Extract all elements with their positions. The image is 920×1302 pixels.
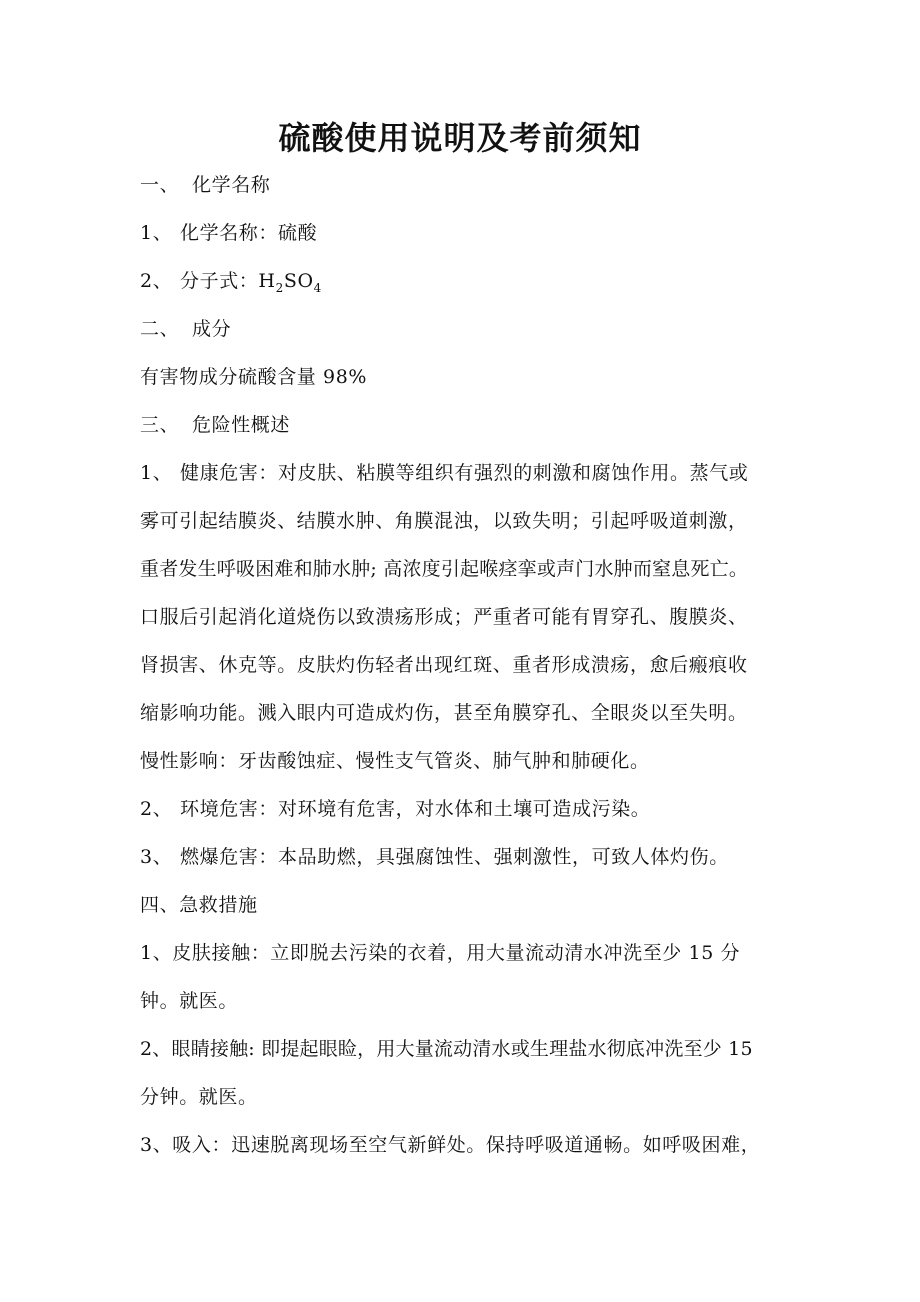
item-number: 3、 <box>140 846 173 868</box>
section-4-item-2-line-1: 2、眼睛接触: 即提起眼睑，用大量流动清水或生理盐水彻底冲洗至少 15 <box>140 1038 753 1060</box>
section-2-content: 有害物成分硫酸含量 98% <box>140 366 368 388</box>
item-number: 1、 <box>140 462 173 484</box>
formula-prefix: 分子式：H <box>180 270 276 292</box>
formula-middle: SO <box>283 270 314 292</box>
section-3-item-1-line-1 <box>140 460 800 486</box>
section-number: 三、 <box>140 414 180 436</box>
document-title: 硫酸使用说明及考前须知 <box>278 119 642 157</box>
section-1-item-2 <box>140 268 800 294</box>
section-3-item-2 <box>140 796 800 822</box>
item-text: 环境危害：对环境有危害，对水体和土壤可造成污染。 <box>180 798 651 820</box>
section-3-heading <box>140 412 800 438</box>
paragraph-line: 缩影响功能。溅入眼内可造成灼伤，甚至角膜穿孔、全眼炎以至失明。 <box>140 702 748 724</box>
item-number: 2、 <box>140 270 173 292</box>
section-title: 化学名称 <box>192 174 271 196</box>
paragraph-line: 肾损害、休克等。皮肤灼伤轻者出现红斑、重者形成溃疡，愈后瘢痕收 <box>140 654 748 676</box>
formula-subscript-2: 2 <box>275 280 284 295</box>
paragraph-line: 健康危害：对皮肤、粘膜等组织有强烈的刺激和腐蚀作用。蒸气或 <box>180 462 749 484</box>
section-4-item-1-line-1: 1、皮肤接触：立即脱去污染的衣着，用大量流动清水冲洗至少 15 分 <box>140 942 741 964</box>
paragraph-line: 口服后引起消化道烧伤以致溃疡形成；严重者可能有胃穿孔、腹膜炎、 <box>140 606 748 628</box>
formula-subscript-4: 4 <box>313 280 322 295</box>
item-number: 1、 <box>140 222 173 244</box>
section-1-item-1 <box>140 220 800 246</box>
paragraph-line: 慢性影响：牙齿酸蚀症、慢性支气管炎、肺气肿和肺硬化。 <box>140 750 650 772</box>
section-number: 二、 <box>140 318 180 340</box>
paragraph-line: 重者发生呼吸困难和肺水肿; 高浓度引起喉痉挛或声门水肿而窒息死亡。 <box>140 558 749 580</box>
section-title: 危险性概述 <box>192 414 291 436</box>
item-number: 2、 <box>140 798 173 820</box>
section-title: 成分 <box>192 318 232 340</box>
section-number: 一、 <box>140 174 180 196</box>
section-4-item-1-line-2: 钟。就医。 <box>140 990 239 1012</box>
section-4-item-2-line-2: 分钟。就医。 <box>140 1086 258 1108</box>
section-4-item-3-line-1: 3、吸入：迅速脱离现场至空气新鲜处。保持呼吸道通畅。如呼吸困难， <box>140 1134 761 1156</box>
item-text: 燃爆危害：本品助燃，具强腐蚀性、强刺激性，可致人体灼伤。 <box>180 846 729 868</box>
section-1-heading <box>140 172 800 198</box>
paragraph-line: 雾可引起结膜炎、结膜水肿、角膜混浊，以致失明；引起呼吸道刺激， <box>140 510 748 532</box>
section-4-heading: 四、急救措施 <box>140 894 258 916</box>
section-2-heading <box>140 316 800 342</box>
item-text: 化学名称：硫酸 <box>180 222 318 244</box>
section-3-item-3 <box>140 844 800 870</box>
